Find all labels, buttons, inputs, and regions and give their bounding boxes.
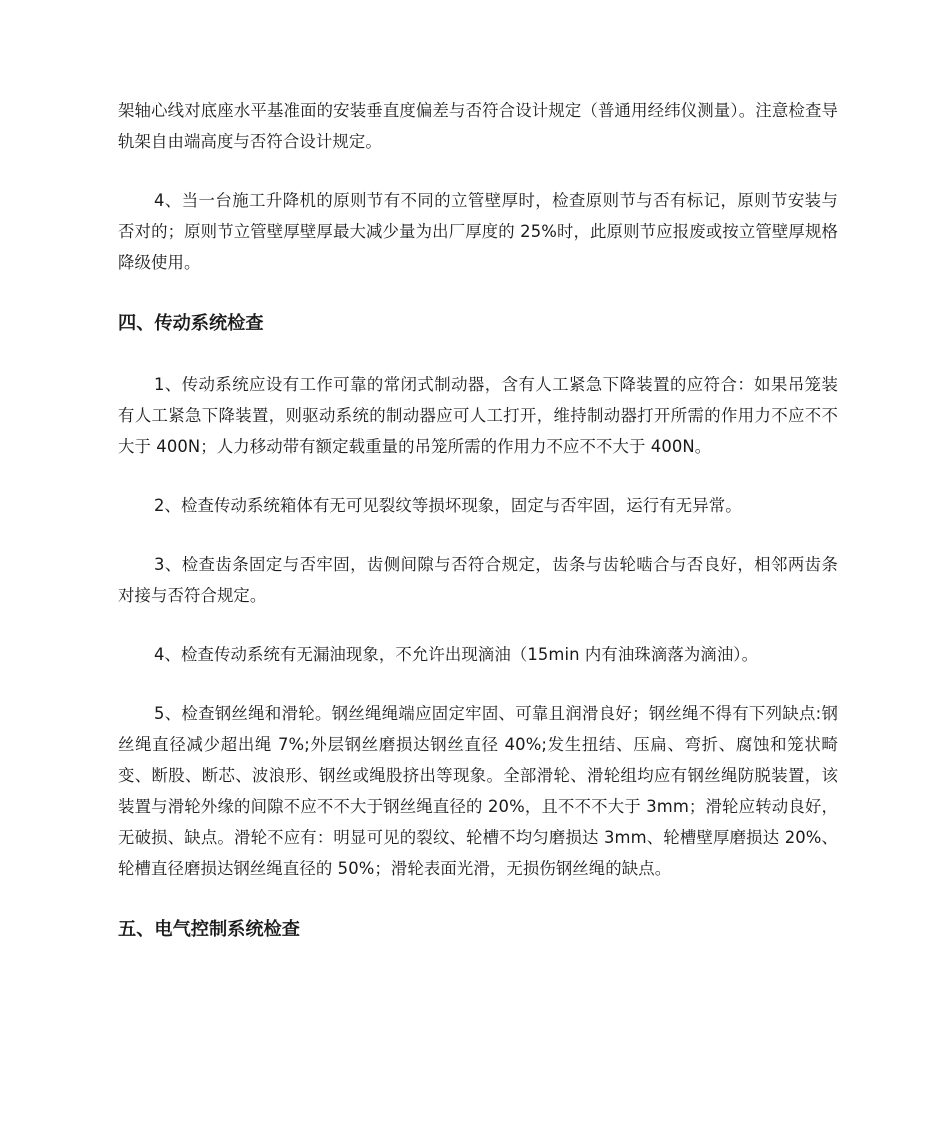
- paragraph-transmission-brake: 1、传动系统应设有工作可靠的常闭式制动器，含有人工紧急下降装置的应符合：如果吊笼装有人工紧急下降装置，则驱动系统的制动器应可人工打开，维持制动器打开所需的作用力不应不不大于 400N；人力移动带有额定载重量的吊笼所需的作用力不应不不大于 400N。: [118, 375, 838, 456]
- paragraph-wire-rope-pulley: 5、检查钢丝绳和滑轮。钢丝绳绳端应固定牢固、可靠且润滑良好；钢丝绳不得有下列缺点:钢丝绳直径减少超出绳 7%;外层钢丝磨损达钢丝直径 40%;发生扭结、压扁、弯折、腐蚀和笼状畸变、断股、断芯、波浪形、钢丝或绳股挤出等现象。全部滑轮、滑轮组均应有钢丝绳防脱装置，该装置与滑轮外缘的间隙不应不不大于钢丝绳直径的 20%，且不不不大于 3mm；滑轮应转动良好，无破损、缺点。滑轮不应有：明显可见的裂纹、轮槽不均匀磨损达 3mm、轮槽壁厚磨损达 20%、轮槽直径磨损达钢丝绳直径的 50%；滑轮表面光滑，无损伤钢丝绳的缺点。: [118, 704, 838, 878]
- paragraph-guide-rail-verticality: 架轴心线对底座水平基准面的安装垂直度偏差与否符合设计规定（普通用经纬仪测量）。注意检查导轨架自由端高度与否符合设计规定。: [118, 101, 838, 151]
- paragraph-oil-leak: 4、检查传动系统有无漏油现象，不允许出现滴油（15min 内有油珠滴落为滴油）。: [154, 645, 759, 664]
- paragraph-standard-section-wall-thickness: 4、当一台施工升降机的原则节有不同的立管壁厚时，检查原则节与否有标记，原则节安装与否对的；原则节立管壁厚壁厚最大减少量为出厂厚度的 25%时，此原则节应报废或按立管壁厚规格降级使用。: [118, 191, 838, 272]
- section-heading-transmission: 四、传动系统检查: [118, 313, 264, 334]
- paragraph-transmission-housing: 2、检查传动系统箱体有无可见裂纹等损坏现象，固定与否牢固，运行有无异常。: [154, 496, 742, 515]
- paragraph-rack-check: 3、检查齿条固定与否牢固，齿侧间隙与否符合规定，齿条与齿轮啮合与否良好，相邻两齿条对接与否符合规定。: [118, 555, 838, 605]
- section-heading-electrical-control: 五、电气控制系统检查: [118, 919, 300, 940]
